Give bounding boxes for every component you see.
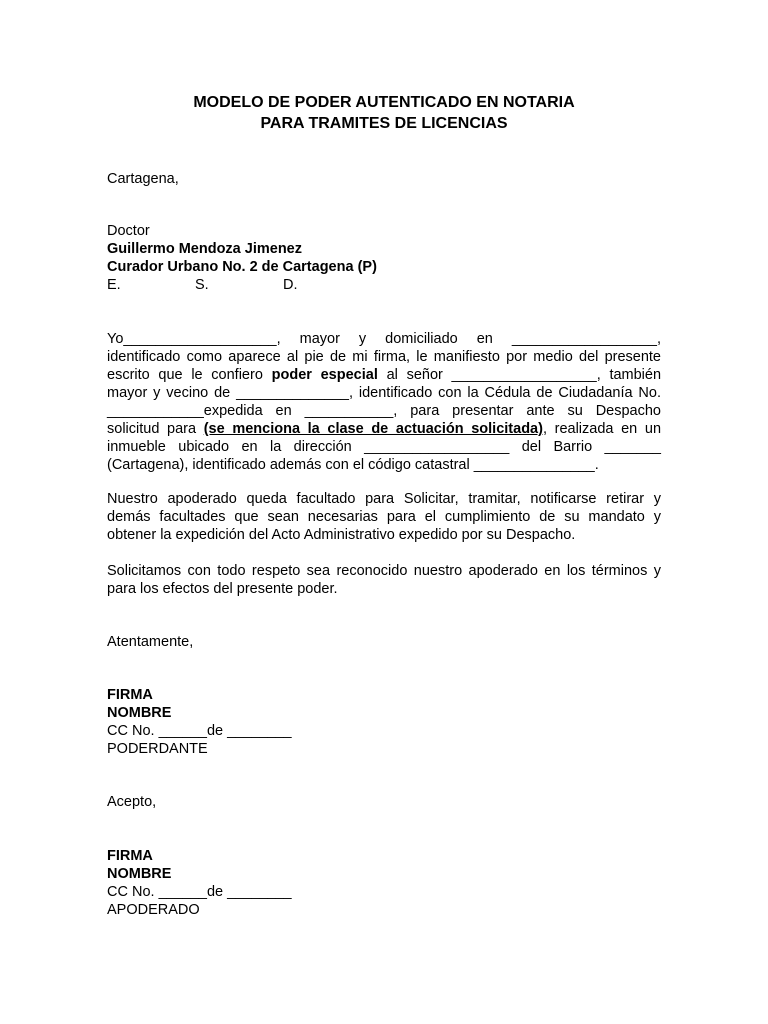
signature-1-cc: CC No. ______de ________ xyxy=(107,723,292,739)
p1-line-1: Yo___________________, mayor y domiciliado en __________________, xyxy=(107,331,661,347)
esd-line xyxy=(107,276,661,294)
p1-line-3: escrito que le confiero poder especial al señor __________________, también xyxy=(107,367,662,383)
esd-s: S. xyxy=(195,277,209,293)
p1-line-4: mayor y vecino de ______________, identificado con la Cédula de Ciudadanía No. xyxy=(107,385,661,401)
p2-line-1: Nuestro apoderado queda facultado para Solicitar, tramitar, notificarse retirar y xyxy=(107,491,661,507)
poder-especial-text: poder especial xyxy=(271,367,378,383)
signature-1-nombre: NOMBRE xyxy=(107,705,172,721)
signature-2-role: APODERADO xyxy=(107,902,200,918)
signature-block-1 xyxy=(107,686,661,758)
p3-line-1: Solicitamos con todo respeto sea reconocido nuestro apoderado en los términos y xyxy=(107,563,661,579)
esd-e: E. xyxy=(107,277,121,293)
paragraph-1 xyxy=(107,330,661,474)
signature-2-firma: FIRMA xyxy=(107,848,153,864)
p1-line-2: identificado como aparece al pie de mi firma, le manifiesto por medio del presente xyxy=(107,349,661,365)
p3-line-2: para los efectos del presente poder. xyxy=(107,581,338,597)
addressee-position: Curador Urbano No. 2 de Cartagena (P) xyxy=(107,259,377,275)
p1-line-7: inmueble ubicado en la dirección __________________ del Barrio _______ xyxy=(107,439,661,455)
closing: Atentamente, xyxy=(107,634,194,650)
signature-2-nombre: NOMBRE xyxy=(107,866,172,882)
p1-line-5: ____________expedida en ___________, para presentar ante su Despacho xyxy=(107,403,661,419)
signature-1-firma: FIRMA xyxy=(107,687,153,703)
esd-d: D. xyxy=(283,277,298,293)
paragraph-3 xyxy=(107,562,661,598)
addressee-name: Guillermo Mendoza Jimenez xyxy=(107,241,302,257)
city-line: Cartagena, xyxy=(107,171,179,187)
signature-block-2 xyxy=(107,847,661,919)
addressee-salutation: Doctor xyxy=(107,223,150,239)
p1-line-6: solicitud para (se menciona la clase de actuación solicitada), realizada en un xyxy=(107,421,662,437)
signature-1-role: PODERDANTE xyxy=(107,741,208,757)
title-line-1: MODELO DE PODER AUTENTICADO EN NOTARIA xyxy=(193,94,575,111)
addressee-block xyxy=(107,222,661,294)
accept-line: Acepto, xyxy=(107,794,157,810)
title-line-2: PARA TRAMITES DE LICENCIAS xyxy=(260,115,508,132)
paragraph-2 xyxy=(107,490,661,544)
p1-line-8: (Cartagena), identificado además con el código catastral _______________. xyxy=(107,457,599,473)
p2-line-3: obtener la expedición del Acto Administrativo expedido por su Despacho. xyxy=(107,527,576,543)
p2-line-2: demás facultades que sean necesarias para el cumplimiento de su mandato y xyxy=(107,509,661,525)
signature-2-cc: CC No. ______de ________ xyxy=(107,884,292,900)
document-title xyxy=(0,92,768,134)
actuacion-text: (se menciona la clase de actuación solicitada) xyxy=(203,421,543,437)
